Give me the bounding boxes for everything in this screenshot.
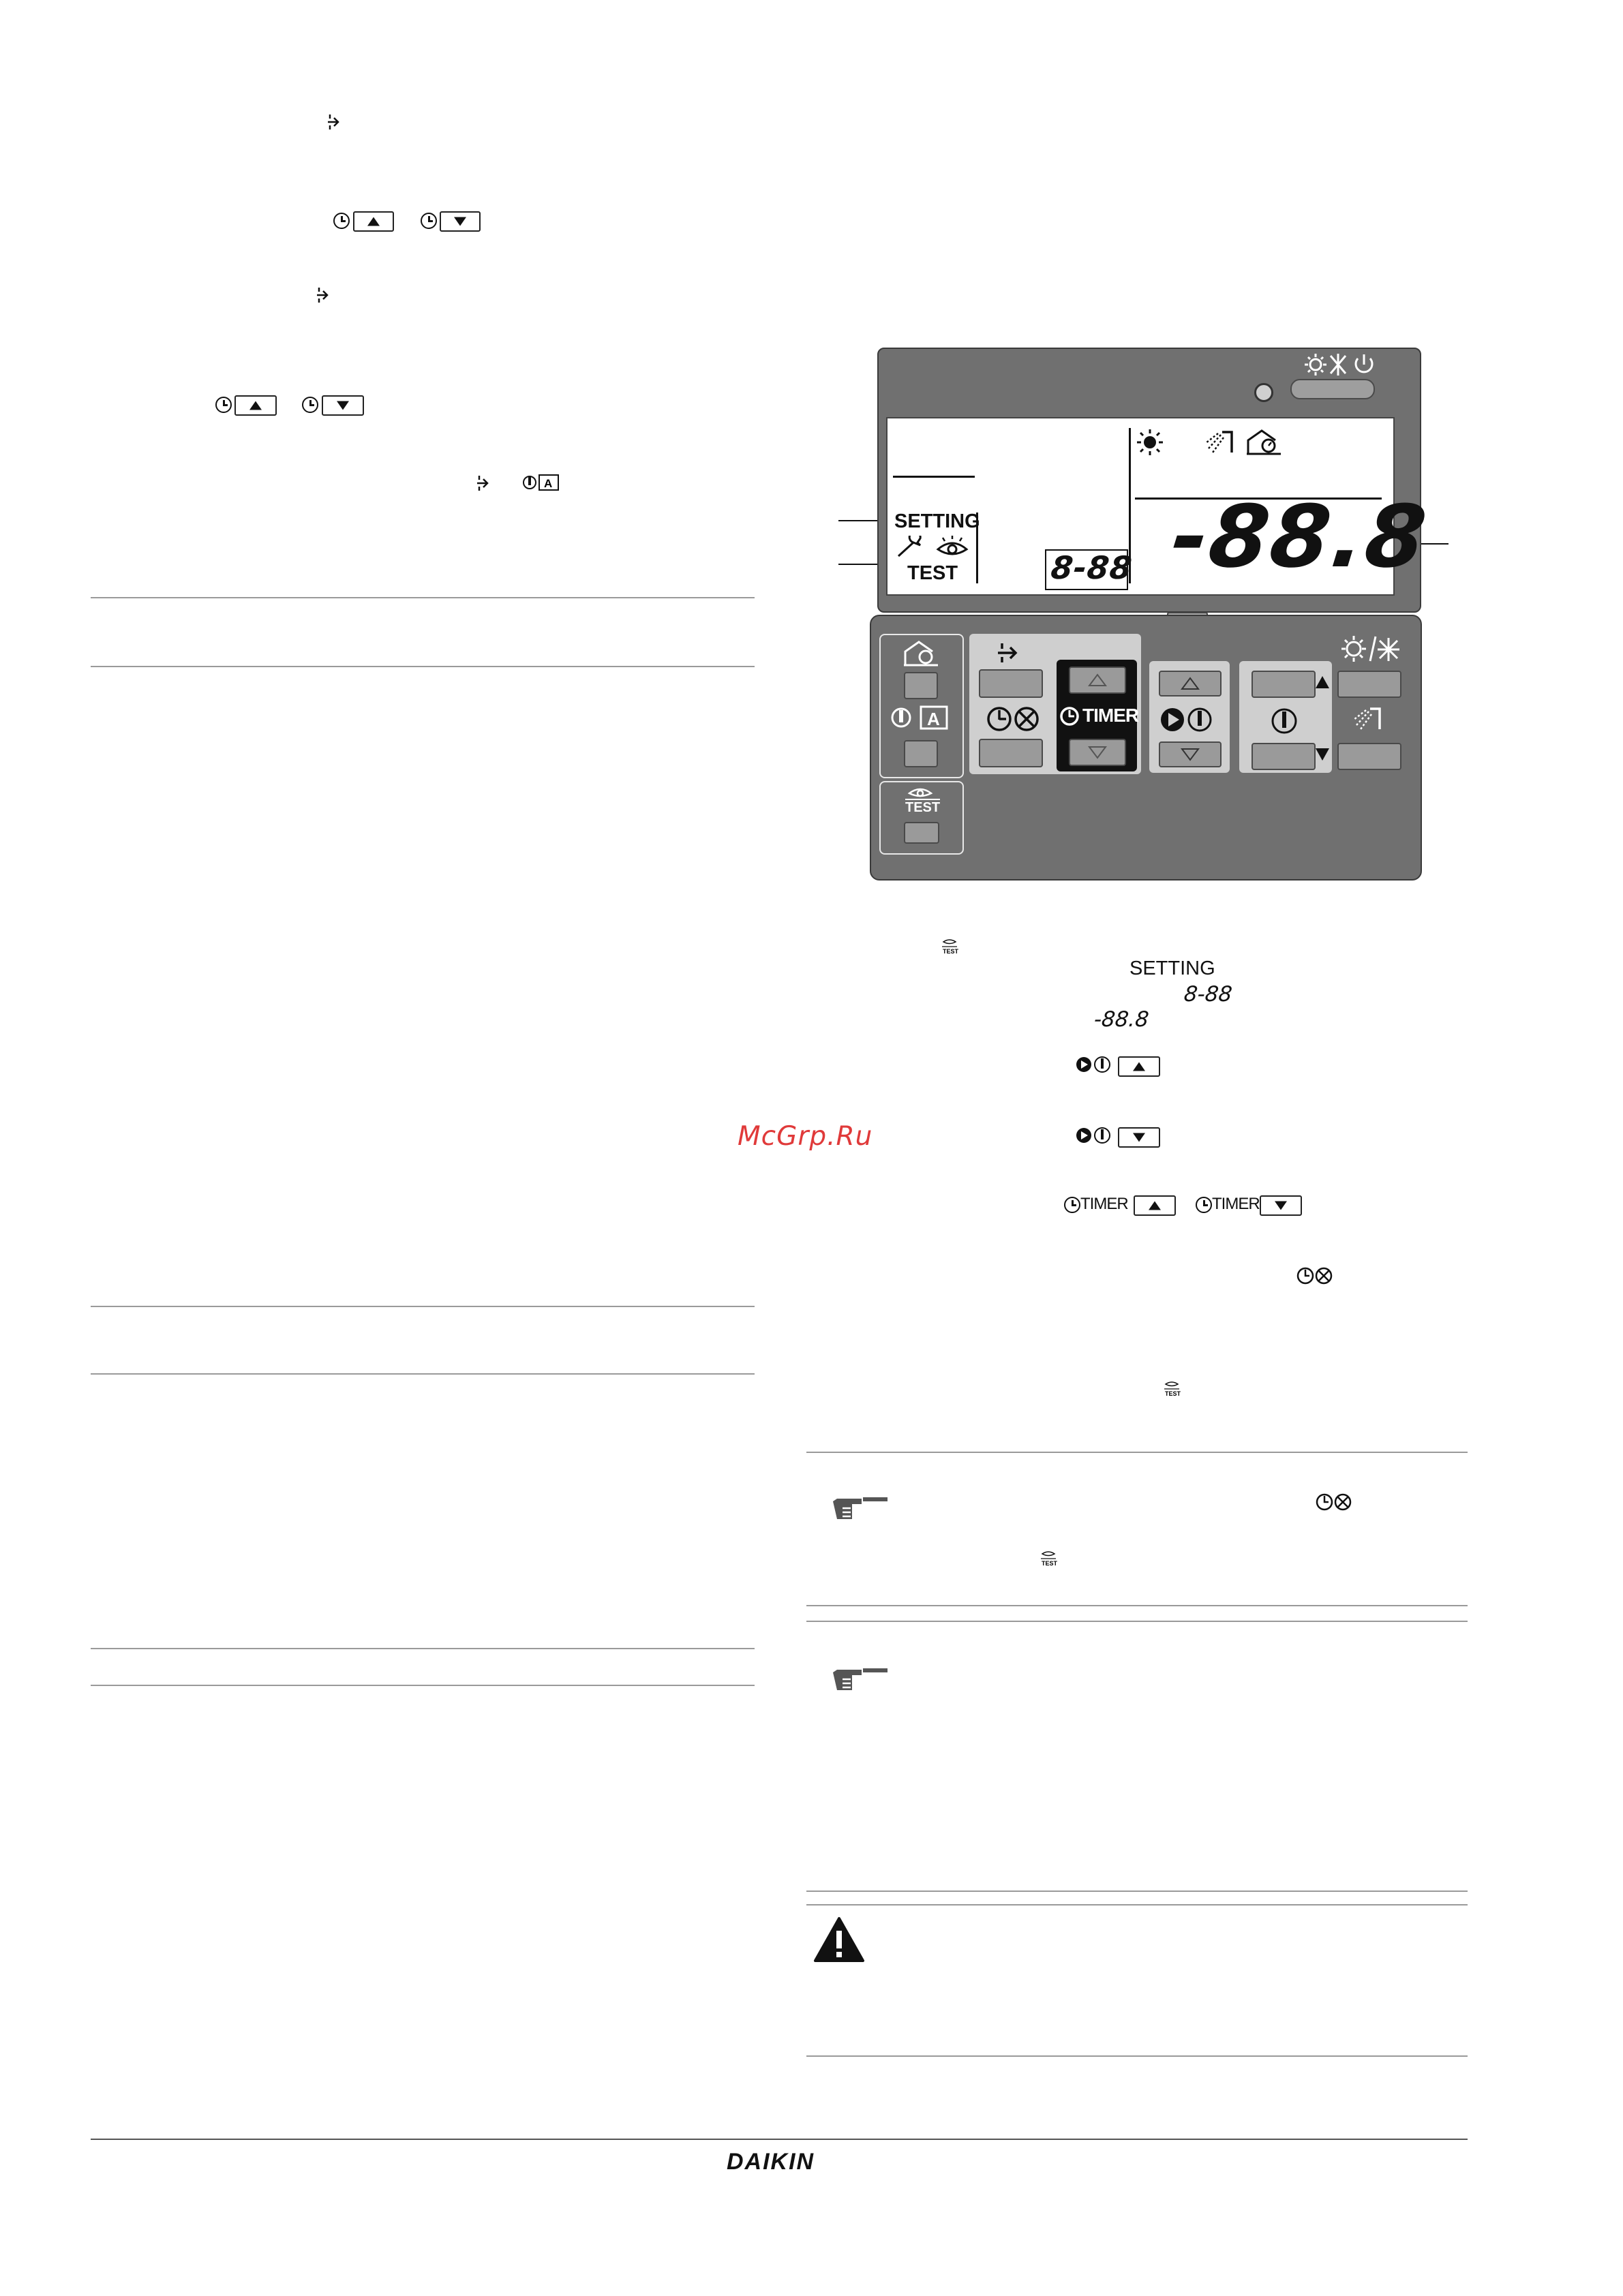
thermometer-icon bbox=[1271, 707, 1298, 735]
clock-cancel-icon bbox=[1296, 1266, 1333, 1285]
up-arrow-icon bbox=[1314, 673, 1331, 690]
down-arrow-icon bbox=[1260, 1195, 1302, 1216]
clock-icon bbox=[1064, 1197, 1080, 1213]
code-display-inline: 8-88 bbox=[1183, 982, 1234, 1007]
test-icon bbox=[1038, 1548, 1059, 1567]
setpoint-down-button[interactable] bbox=[1159, 741, 1222, 767]
timer-label-inline: TIMER bbox=[1080, 1195, 1128, 1213]
clock-icon bbox=[1059, 706, 1080, 726]
shower-icon bbox=[1203, 428, 1237, 457]
down-arrow-icon bbox=[322, 395, 364, 416]
temperature-auto-button[interactable] bbox=[904, 740, 938, 767]
svg-text:TEST: TEST bbox=[943, 948, 959, 955]
lcd-value-display: -88.8 bbox=[1167, 487, 1432, 587]
play-thermometer-icon bbox=[1159, 706, 1219, 733]
setting-word: SETTING bbox=[1129, 958, 1215, 979]
on-off-button[interactable] bbox=[1290, 379, 1375, 399]
svg-text:TEST: TEST bbox=[1165, 1390, 1181, 1397]
enter-icon bbox=[475, 473, 493, 493]
temperature-auto-icon bbox=[521, 473, 562, 492]
down-arrow-icon bbox=[440, 211, 481, 232]
up-arrow-icon bbox=[234, 395, 277, 416]
clock-icon bbox=[1196, 1197, 1212, 1213]
timer-label: TIMER bbox=[1082, 705, 1139, 726]
clock-cancel-icon bbox=[986, 705, 1043, 733]
shower-icon bbox=[1350, 705, 1385, 733]
temperature-auto-icon bbox=[890, 703, 952, 732]
up-arrow-icon bbox=[1134, 1195, 1176, 1216]
sun-icon bbox=[1136, 428, 1164, 457]
up-arrow-icon bbox=[1181, 677, 1200, 690]
down-arrow-icon bbox=[1088, 746, 1107, 759]
house-button[interactable] bbox=[904, 672, 938, 699]
test-icon bbox=[939, 936, 960, 955]
timer-label-inline: TIMER bbox=[1212, 1195, 1260, 1213]
timer-up-button[interactable] bbox=[1069, 667, 1126, 694]
enter-button[interactable] bbox=[979, 669, 1043, 698]
house-icon bbox=[901, 639, 941, 668]
temperature-up-button[interactable] bbox=[1252, 671, 1316, 698]
play-thermometer-icon bbox=[1075, 1126, 1116, 1145]
indicator-led bbox=[1254, 383, 1273, 402]
lcd-code-display: 8-88 bbox=[1049, 549, 1134, 586]
warning-icon bbox=[813, 1916, 866, 1963]
test-button-label: TEST bbox=[905, 800, 941, 815]
clock-icon bbox=[302, 397, 318, 413]
clock-icon bbox=[421, 213, 437, 229]
lcd-setting-label: SETTING bbox=[894, 510, 980, 532]
heat-cool-power-icon bbox=[1303, 352, 1378, 378]
note-hand-icon bbox=[832, 1490, 890, 1522]
eye-icon bbox=[907, 784, 934, 799]
clock-icon bbox=[333, 213, 350, 229]
clock-cancel-icon bbox=[1316, 1493, 1352, 1512]
clock-cancel-button[interactable] bbox=[979, 739, 1043, 767]
wrench-icon bbox=[894, 536, 925, 559]
house-icon bbox=[1244, 428, 1284, 457]
watermark: McGrp.Ru bbox=[738, 1121, 873, 1152]
up-arrow-icon bbox=[1118, 1056, 1160, 1077]
up-arrow-icon bbox=[1088, 673, 1107, 687]
lcd-underline bbox=[893, 476, 975, 478]
timer-down-button[interactable] bbox=[1069, 739, 1126, 766]
down-arrow-icon bbox=[1118, 1127, 1160, 1148]
heat-cool-button[interactable] bbox=[1337, 671, 1401, 698]
play-thermometer-icon bbox=[1075, 1055, 1116, 1074]
eye-icon bbox=[935, 536, 969, 559]
svg-text:A: A bbox=[544, 477, 553, 490]
svg-text:TEST: TEST bbox=[1042, 1560, 1058, 1567]
value-display-inline: -88.8 bbox=[1093, 1007, 1151, 1032]
lcd-test-label: TEST bbox=[907, 562, 958, 584]
down-arrow-icon bbox=[1181, 748, 1200, 761]
shower-button[interactable] bbox=[1337, 743, 1401, 770]
test-icon bbox=[1162, 1379, 1182, 1398]
heat-cool-icon bbox=[1340, 634, 1401, 664]
down-arrow-icon bbox=[1314, 747, 1331, 763]
up-arrow-icon bbox=[353, 211, 394, 232]
svg-text:A: A bbox=[927, 709, 940, 729]
enter-icon bbox=[315, 285, 333, 305]
enter-icon bbox=[326, 112, 344, 132]
test-button[interactable] bbox=[904, 822, 939, 844]
footer-brand: DAIKIN bbox=[727, 2149, 815, 2175]
note-hand-icon bbox=[832, 1662, 890, 1693]
enter-icon bbox=[995, 639, 1025, 667]
clock-icon bbox=[215, 397, 232, 413]
setpoint-up-button[interactable] bbox=[1159, 671, 1222, 697]
temperature-down-button[interactable] bbox=[1252, 743, 1316, 770]
